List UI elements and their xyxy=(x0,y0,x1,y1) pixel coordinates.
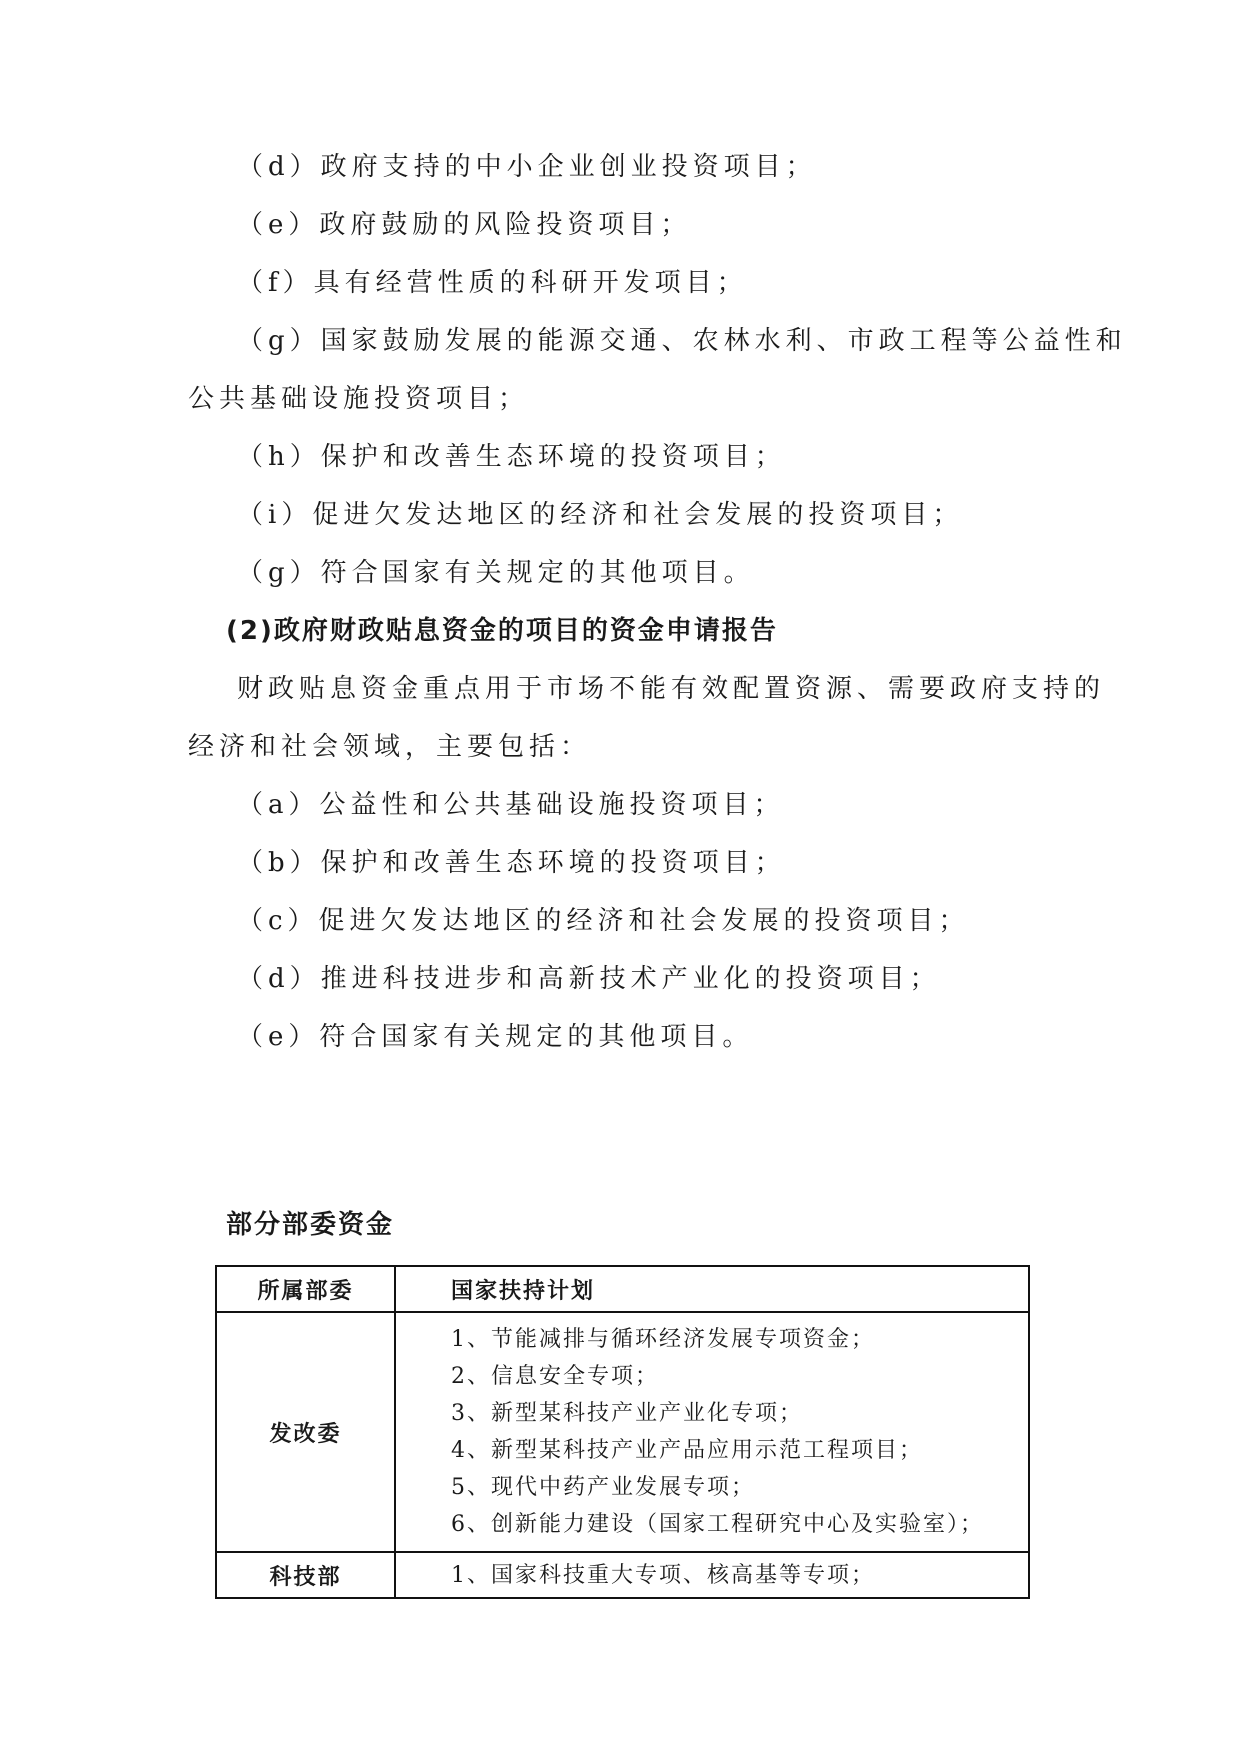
funds-table xyxy=(215,1265,1030,1599)
section-heading: (2)政府财政贴息资金的项目的资金申请报告 xyxy=(226,616,778,646)
list-item-g: （g）国家鼓励发展的能源交通、农林水利、市政工程等公益性和 xyxy=(237,326,1127,356)
header-dept: 所属部委 xyxy=(216,1266,395,1312)
list-item-i: （i）促进欠发达地区的经济和社会发展的投资项目； xyxy=(237,500,964,530)
header-plan: 国家扶持计划 xyxy=(395,1266,1029,1312)
list-item-g-continued: 公共基础设施投资项目； xyxy=(188,384,530,414)
plan-item: 5、现代中药产业发展专项； xyxy=(451,1475,755,1500)
plan-cell xyxy=(395,1312,1029,1552)
list-item-c: （c）促进欠发达地区的经济和社会发展的投资项目； xyxy=(237,906,970,936)
table-row xyxy=(216,1552,1029,1598)
dept-cell: 科技部 xyxy=(216,1552,395,1598)
dept-cell: 发改委 xyxy=(216,1312,395,1552)
plan-item: 2、信息安全专项； xyxy=(451,1364,659,1389)
list-item-h: （h）保护和改善生态环境的投资项目； xyxy=(237,442,786,472)
list-item-b: （b）保护和改善生态环境的投资项目； xyxy=(237,848,786,878)
plan-item: 6、创新能力建设（国家工程研究中心及实验室）； xyxy=(451,1512,984,1537)
list-item-e: （e）政府鼓励的风险投资项目； xyxy=(237,210,692,240)
plan-item: 4、新型某科技产业产品应用示范工程项目； xyxy=(451,1438,923,1463)
section-intro: 财政贴息资金重点用于市场不能有效配置资源、需要政府支持的 xyxy=(237,674,1106,704)
list-item-d: （d）政府支持的中小企业创业投资项目； xyxy=(237,152,817,182)
table-header-row xyxy=(216,1266,1029,1312)
plan-item: 1、节能减排与循环经济发展专项资金； xyxy=(451,1327,875,1352)
plan-item: 3、新型某科技产业产业化专项； xyxy=(451,1401,803,1426)
list-item-e2: （e）符合国家有关规定的其他项目。 xyxy=(237,1022,754,1052)
plan-cell xyxy=(395,1552,1029,1598)
list-item-d2: （d）推进科技进步和高新技术产业化的投资项目； xyxy=(237,964,941,994)
list-item-g2: （g）符合国家有关规定的其他项目。 xyxy=(237,558,755,588)
table-title: 部分部委资金 xyxy=(226,1210,395,1240)
plan-item: 1、国家科技重大专项、核高基等专项； xyxy=(451,1562,875,1588)
list-item-f: （f）具有经营性质的科研开发项目； xyxy=(237,268,748,298)
table-row xyxy=(216,1312,1029,1552)
list-item-a: （a）公益性和公共基础设施投资项目； xyxy=(237,790,785,820)
section-intro-continued: 经济和社会领域，主要包括： xyxy=(188,732,592,762)
